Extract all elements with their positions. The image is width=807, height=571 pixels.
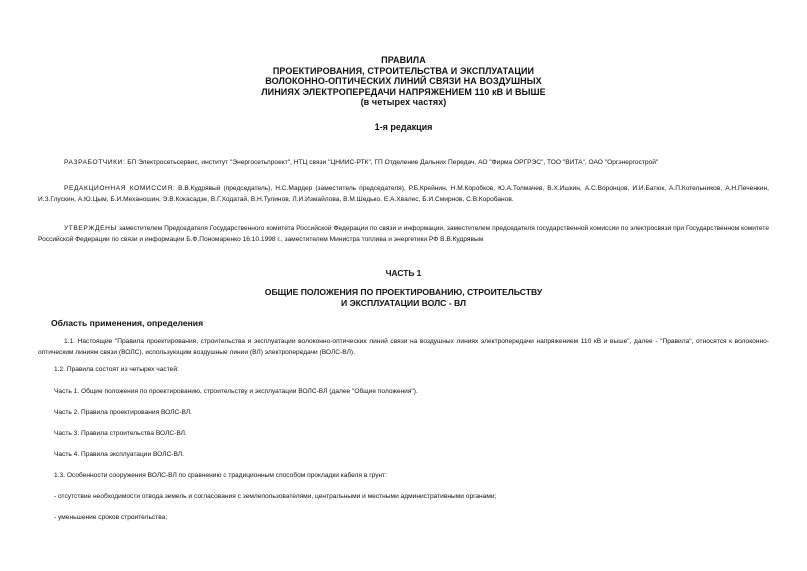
section-heading: Область применения, определения: [51, 318, 204, 328]
approved-text: заместителем Председателя Государственного комитета Российской Федерации по связи и информации, заместителем председателя государственной комиссии по электросвязи при Государственном комитете Российской Федерации по связи и информации Б.Ф.Пономаренко 16.10.1998 г., заместителем Министра топлива и энергетики РФ В.В.Кудрявым: [38, 225, 769, 243]
title-line: ЛИНИЯХ ЭЛЕКТРОПЕРЕДАЧИ НАПРЯЖЕНИЕМ 110 кВ И ВЫШЕ: [261, 86, 546, 97]
title-line: ПРОЕКТИРОВАНИЯ, СТРОИТЕЛЬСТВА И ЭКСПЛУАТАЦИИ: [272, 65, 535, 76]
part-list-item: Часть 1. Общие положения по проектированию, строительству и эксплуатации ВОЛС-ВЛ (далее "Общие положения").: [54, 388, 418, 395]
edition-label: 1-я редакция: [374, 122, 433, 132]
approved-label: УТВЕРЖДЕНЫ: [64, 225, 117, 232]
part-list-item: Часть 4. Правила эксплуатации ВОЛС-ВЛ.: [54, 451, 184, 458]
bullet-item: - уменьшение сроков строительства;: [54, 514, 168, 521]
approved-paragraph: [38, 223, 769, 245]
clause-1-1: 1.1. Настоящие "Правила проектирования, строительства и эксплуатации волоконно-оптических линий связи на воздушных линиях электропередачи напряжением 110 кВ и выше", далее - "Правила", относятся к волоконно-оптическим линиям связи (ВОЛС), использующим воздушные линии (ВЛ) электропередачи (ВОЛС-ВЛ).: [38, 338, 769, 356]
bullet-item: - отсутствие необходимости отвода земель и согласования с землепользователями, центральными и местными административными органами;: [54, 493, 497, 500]
document-title: [0, 55, 807, 108]
clause-1-2: 1.2. Правила состоят из четырех частей:: [54, 366, 179, 373]
developers-paragraph: [38, 157, 769, 168]
commission-label: РЕДАКЦИОННАЯ КОМИССИЯ:: [64, 185, 176, 192]
title-line: ВОЛОКОННО-ОПТИЧЕСКИХ ЛИНИЙ СВЯЗИ НА ВОЗДУШНЫХ: [265, 76, 542, 86]
part-subtitle-line: И ЭКСПЛУАТАЦИИ ВОЛС - ВЛ: [341, 298, 466, 308]
commission-paragraph: [38, 183, 769, 205]
part-title: ЧАСТЬ 1: [385, 268, 422, 278]
part-list-item: Часть 3. Правила строительства ВОЛС-ВЛ.: [54, 430, 187, 437]
title-line: (в четырех частях): [360, 97, 447, 107]
developers-label: РАЗРАБОТЧИКИ:: [64, 159, 126, 166]
developers-text: БП Электросетьсервис, институт "Энергосетьпроект", НТЦ связи "ЦНИИС-РТК", ГП Отделение Дальних Передач, АО "Фирма ОРГРЭС", ТОО "ВИТА", ОАО "Оргэнергострой": [125, 159, 659, 166]
part-subtitle-line: ОБЩИЕ ПОЛОЖЕНИЯ ПО ПРОЕКТИРОВАНИЮ, СТРОИТЕЛЬСТВУ: [264, 287, 543, 297]
commission-text: В.В.Кудрявый (председатель), Н.С.Мардер (заместитель председателя), Р.Б.Крейнин, Н.М.Коробков, Ю.А.Толмачев, В.Х.Ишкин, А.С.Воронцов, И.И.Батюк, А.П.Котельников, А.Н.Печенкин, И.З.Глускин, А.Ю.Цым, Б.И.Механошин, Э.В.Кокасадзе, В.Г.Ходатай, В.Н.Тулинов, Л.И.Измайлова, В.М.Шедько, Е.А.Хвалес, Б.И.Смирнов, С.В.Коробанов.: [38, 185, 769, 203]
part-list-item: Часть 2. Правила проектирования ВОЛС-ВЛ.: [54, 409, 192, 416]
clause-1-3: 1.3. Особенности сооружения ВОЛС-ВЛ по сравнению с традиционным способом прокладки кабеля в грунт:: [54, 472, 387, 479]
title-line: ПРАВИЛА: [381, 55, 426, 65]
part-subtitle: [0, 287, 807, 309]
